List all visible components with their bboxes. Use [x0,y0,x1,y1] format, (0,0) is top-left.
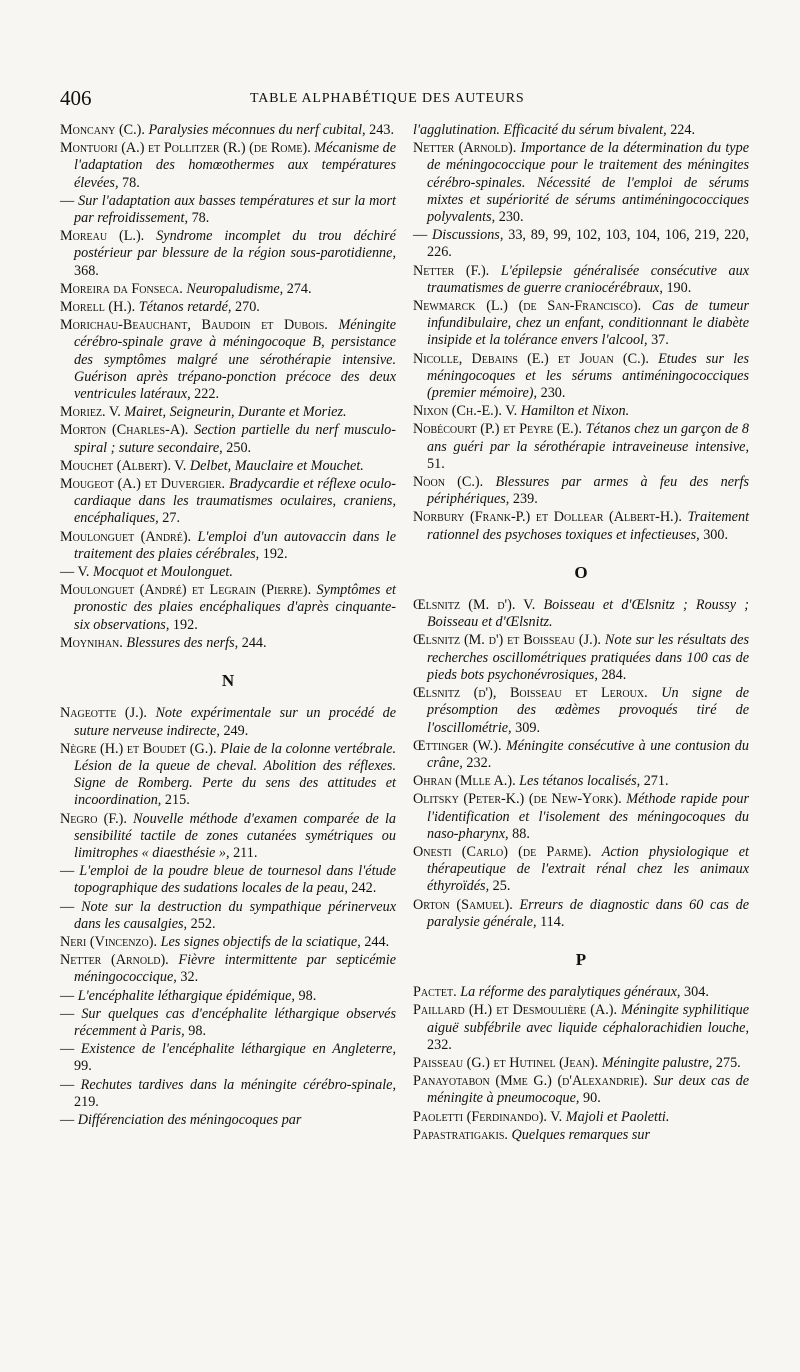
work-title: Syndrome incomplet du trou déchiré postérieur par blessure de la région sous-parotidienne, [74,228,396,262]
author-name: Moulonguet (André) et Legrain (Pierre). [60,582,312,599]
author-name: — [413,227,428,244]
page-refs: 249. [223,722,249,739]
work-title: Plaie de la colonne vertébrale. Lésion de la queue de cheval. Abolition des réflexes. Signe de Romberg. Perte du sens des attitudes et incoordination, [74,740,396,809]
work-title: Etudes sur les méningocoques et les sérums antiméningococciques (premier mémoire), [427,350,749,402]
author-name: Neri (Vincenzo). [60,933,158,950]
work-title: Un signe de présomption des œdèmes provoqués tiré de l'oscillométrie, [427,685,750,736]
author-name: Netter (Arnold). [60,952,169,969]
index-column-left [60,122,396,1130]
page-refs: 243. [369,122,394,138]
work-title: l'agglutination. Efficacité du sérum bivalent, [413,122,667,138]
index-entry [413,897,749,931]
page-refs: 90. [583,1090,601,1107]
work-title: Paralysies méconnues du nerf cubital, [148,122,366,138]
index-entry [413,632,749,684]
running-title: TABLE ALPHABÉTIQUE DES AUTEURS [250,91,525,106]
work-title: Méningite syphilitique aiguë subfébrile avec liquide céphalorachidien louche, [427,1002,750,1036]
work-title: Neuropaludisme, [186,280,284,297]
work-title: Existence de l'encéphalite léthargique en Angleterre, [80,1041,396,1058]
work-title: L'épilepsie généralisée consécutive aux traumatismes de guerre craniocérébraux, [427,262,749,296]
page-number: 406 [60,86,92,110]
work-title: La réforme des paralytiques généraux, [460,984,681,1001]
page-refs: 114. [540,913,565,930]
page-refs: 215. [164,792,190,809]
author-name: Œlsnitz (d'), Boisseau et Leroux. [413,685,648,702]
work-title: Importance de la détermination du type de méningococcique pour le traitement des méningites cérébro-spinales. Nécessité de l'emploi de sérums mixtes et supériorité de sérums antiméningococciques polyvalents, [427,140,749,226]
author-name: Norbury (Frank-P.) et Dollear (Albert-H.). [413,509,682,526]
work-title: Blessures par armes à feu des nerfs périphériques, [427,474,749,508]
index-entry [413,421,749,473]
page-refs: 192. [172,616,198,633]
index-entry [60,193,396,227]
index-entry [413,738,749,772]
work-title: Méningite consécutive à une contusion du crâne, [427,737,749,771]
page-refs: 244. [241,634,267,651]
index-entry [413,474,749,508]
index-column-right [413,122,749,1145]
page-refs: 284. [601,666,627,683]
page-header [60,86,750,116]
author-name: Œlsnitz (M. d') et Boisseau (J.). [413,632,601,649]
index-entry [60,705,396,739]
index-entry [413,773,749,790]
author-name: Mougeot (A.) et Duvergier. [60,476,226,493]
work-title: Mécanisme de l'adaptation des homœothermes aux températures élevées, [74,140,397,191]
page-refs: 242. [351,880,377,897]
page-refs: 37. [651,332,669,349]
work-title: Tétanos retardé, [138,299,232,316]
index-entry [60,899,396,933]
page-refs: 222. [194,386,219,403]
author-name: Moreau (L.). [60,228,145,245]
page-refs: 244. [364,933,390,950]
author-name: Moreira da Fonseca. [60,280,183,297]
index-entry [413,298,749,350]
page-refs: 270. [235,299,260,316]
index-entry [60,988,396,1005]
work-title: Les tétanos localisés, [519,773,641,790]
work-title: Note sur la destruction du sympathique périnerveux dans les causalgies, [74,898,396,932]
page-refs: 33, 89, 99, 102, 103, 104, 106, 219, 220, 226. [427,227,750,261]
author-name: Orton (Samuel). [413,896,513,913]
index-entry [60,299,396,316]
author-name: Nobécourt (P.) et Peyre (E.). [413,421,582,438]
page-refs: 274. [286,280,312,297]
work-title: Traitement rationnel des psychoses toxiques et infectieuses, [427,509,750,543]
section-letter: N [221,671,235,691]
index-entry [60,863,396,897]
author-name: Nixon (Ch.-E.). V. [413,403,518,420]
work-title: Symptômes et pronostic des plaies encéphaliques d'après cinquante-six observations, [74,582,396,633]
index-entry [413,122,749,139]
author-name: Nageotte (J.). [60,705,147,722]
page-refs: 219. [74,1093,99,1110]
author-name: — [60,1111,75,1128]
work-title: Quelques remarques sur [511,1126,650,1143]
work-title: Bradycardie et réflexe oculo-cardiaque dans les traumatismes oculaires, craniens, encéphaliques, [74,476,396,527]
author-name: Moncany (C.). [60,122,145,138]
author-name: Netter (F.). [413,262,490,279]
work-title: Majoli et Paoletti. [565,1108,670,1125]
work-title: Rechutes tardives dans la méningite cérébro-spinale, [80,1076,396,1093]
index-entry [413,685,749,737]
page-refs: 300. [703,526,729,543]
index-entry [60,952,396,986]
author-name: Moynihan. [60,634,123,651]
index-entry [60,1041,396,1075]
page-refs: 78. [122,174,140,191]
author-name: — [60,987,75,1004]
page-refs: 239. [512,491,538,508]
work-title: Méningite cérébro-spinale grave à méningocoque B, persistance des symptômes malgré une sérothérapie intensive. Guérison après trépano-ponction précoce des deux ventricules latéraux, [74,317,397,403]
index-entry [413,227,749,261]
author-name: Moriez. V. [60,404,121,421]
index-entry [413,1073,749,1107]
author-name: Mouchet (Albert). V. [60,457,187,474]
work-title: Erreurs de diagnostic dans 60 cas de paralysie générale, [427,896,750,930]
author-name: Olitsky (Peter-K.) (de New-York). [413,791,622,808]
author-name: Pactet. [413,984,457,1001]
author-name: Œttinger (W.). [413,737,502,754]
index-entry [60,458,396,475]
page-refs: 190. [666,279,692,296]
author-name: — [60,1005,75,1022]
page-refs: 232. [427,1036,452,1053]
page-refs: 230. [540,385,566,402]
work-title: Sur deux cas de méningite à pneumocoque, [427,1073,750,1107]
page-refs: 304. [684,984,709,1001]
index-entry [413,1055,749,1072]
index-entry [413,1109,749,1126]
author-name: Nicolle, Debains (E.) et Jouan (C.). [413,350,649,367]
work-title: L'emploi de la poudre bleue de tournesol dans l'étude topographique des sudations locales de la peau, [74,863,396,897]
author-name: Newmarck (L.) (de San-Francisco). [413,298,642,315]
index-entry [413,984,749,1001]
page-refs: 98. [298,987,317,1004]
index-entry [413,140,749,226]
index-entry [60,281,396,298]
index-entry [60,122,396,139]
work-title: Mairet, Seigneurin, Durante et Moriez. [124,404,347,421]
page-refs: 88. [512,825,530,842]
index-entry [413,263,749,297]
index-entry [413,1127,749,1144]
page-refs: 78. [191,210,210,227]
index-entry [60,422,396,456]
page-refs: 98. [188,1022,206,1039]
work-title: Hamilton et Nixon. [520,403,630,420]
author-name: Paisseau (G.) et Hutinel (Jean). [413,1054,599,1071]
author-name: Morell (H.). [60,299,136,316]
page-refs: 25. [492,878,511,895]
page-refs: 309. [515,719,540,736]
page-refs: 27. [162,510,180,527]
author-name: Netter (Arnold). [413,140,517,157]
index-entry [60,317,396,403]
work-title: Discussions, [432,227,504,244]
index-entry [60,582,396,634]
work-title: Boisseau et d'Œlsnitz ; Roussy ; Boisseau et d'Œlsnitz. [427,597,750,631]
author-name: Montuori (A.) et Pollitzer (R.) (de Rome). [60,140,311,157]
page-refs: 368. [74,262,99,279]
author-name: Onesti (Carlo) (de Parme). [413,843,592,860]
author-name: Noon (C.). [413,474,484,491]
work-title: L'encéphalite léthargique épidémique, [77,987,295,1004]
work-title: Nouvelle méthode d'examen comparée de la sensibilité tactile de zones cutanées symétriques ou limitrophes « diaesthésie », [74,810,397,861]
work-title: Sur quelques cas d'encéphalite léthargique observés récemment à Paris, [74,1005,396,1039]
section-letter: O [574,562,588,582]
index-entry [413,351,749,403]
index-entry [60,934,396,951]
page-refs: 230. [498,209,524,226]
author-name: — V. [60,564,90,581]
page-refs: 224. [670,122,696,138]
author-name: — [60,898,75,915]
author-name: — [60,1076,75,1093]
work-title: Mocquot et Moulonguet. [93,564,233,581]
work-title: Section partielle du nerf musculo-spiral ; suture secondaire, [74,422,396,456]
index-entry [413,403,749,420]
author-name: Moulonguet (André). [60,528,192,545]
index-entry [60,140,396,192]
index-entry [60,1006,396,1040]
index-entry [60,1112,396,1129]
author-name: Negro (F.). [60,810,127,827]
work-title: Méthode rapide pour l'identification et l'isolement des méningocoques du naso-pharynx, [427,791,749,842]
index-entry [413,509,749,543]
page-refs: 99. [74,1058,92,1075]
work-title: Différenciation des méningocoques par [77,1111,302,1128]
index-entry [413,1002,749,1054]
work-title: Delbet, Mauclaire et Mouchet. [189,457,364,474]
index-entry [60,228,396,280]
page-refs: 250. [226,439,252,456]
author-name: — [60,192,75,209]
author-name: Panayotabon (Mme G.) (d'Alexandrie). [413,1073,648,1090]
page-refs: 275. [715,1054,741,1071]
page-refs: 252. [190,915,216,932]
page-refs: 271. [643,773,669,790]
index-entry [60,476,396,528]
index-entry [60,529,396,563]
index-entry [60,811,396,863]
page-refs: 32. [180,969,199,986]
author-name: Nègre (H.) et Boudet (G.). [60,740,217,757]
work-title: L'emploi d'un autovaccin dans le traitement des plaies cérébrales, [74,528,397,562]
author-name: Œlsnitz (M. d'). V. [413,597,536,614]
section-letter: P [575,949,587,969]
work-title: Sur l'adaptation aux basses températures et sur la mort par refroidissement, [74,192,396,227]
work-title: Note expérimentale sur un procédé de suture nerveuse indirecte, [74,705,396,739]
work-title: Cas de tumeur infundibulaire, chez un enfant, conditionnant le diabète insipide et la tolérance envers l'alcool, [427,298,750,349]
work-title: Tétanos chez un garçon de 8 ans guéri par la sérothérapie intraveineuse intensive, [427,421,749,455]
author-name: Morton (Charles-A). [60,422,189,439]
work-title: Note sur les résultats des recherches oscillométriques pratiquées dans 100 cas de pieds bots psychonévrosiques, [427,632,750,683]
page-refs: 232. [466,754,492,771]
author-name: — [60,863,75,880]
index-entry [413,844,749,896]
index-entry [60,564,396,581]
index-entry [60,404,396,421]
index-entry [60,635,396,652]
author-name: — [60,1041,75,1058]
index-entry [60,1077,396,1111]
author-name: Paoletti (Ferdinando). V. [413,1108,563,1125]
work-title: Blessures des nerfs, [126,634,239,651]
author-name: Paillard (H.) et Desmoulière (A.). [413,1002,618,1019]
work-title: Méningite palustre, [601,1054,713,1071]
author-name: Papastratigakis. [413,1126,508,1143]
page-refs: 192. [262,545,288,562]
page-refs: 211. [233,844,258,861]
author-name: Ohran (Mlle A.). [413,773,516,790]
page-refs: 51. [427,455,445,472]
index-entry [413,597,749,631]
work-title: Action physiologique et thérapeutique de l'extrait rénal chez les animaux éthyroïdés, [427,843,749,895]
index-entry [413,791,749,843]
author-name: Morichau-Beauchant, Baudoin et Dubois. [60,317,328,334]
work-title: Les signes objectifs de la sciatique, [160,933,361,950]
work-title: Fièvre intermittente par septicémie méningococcique, [74,952,397,986]
index-entry [60,741,396,810]
